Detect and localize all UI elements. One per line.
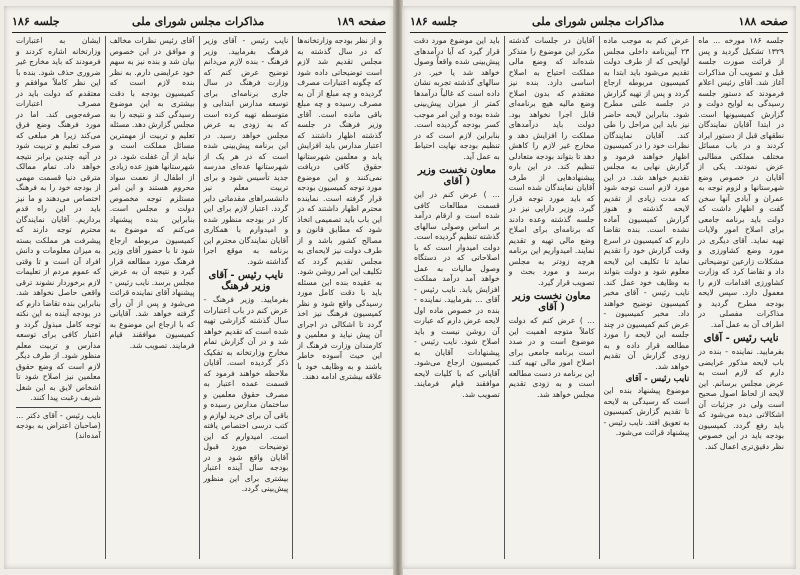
left-page: [4, 6, 394, 569]
right-header-rule: [410, 32, 788, 33]
right-page-title: مذاکرات مجلس شورای ملی: [532, 14, 665, 28]
left-column-4: [12, 36, 105, 559]
column-text: نایب رئیس - آقای وزیر فرهنگ بفرمایید. وزیر فرهنگ - بنده لازم می‌دانم توضیح عرض کنم که وزارت فرهنگ در سال جاری برنامه‌ای برای توسعه مدارس ابتدایی و متوسطه تهیه کرده است که به زودی به عرض مجلس خواهد رسید. در این برنامه پیش‌بینی شده است که در هر یک از شهرستانها عده‌ای مدرسه جدید تأسیس شود و برای تربیت معلم نیز دانشسراهای مقدماتی دایر گردد. اعتبار لازم برای این کار در بودجه منظور شده و امیدوارم با همکاری آقایان نمایندگان محترم این برنامه به موقع اجرا گذاشته شود.: [203, 36, 289, 266]
right-page-header: [410, 12, 788, 30]
right-columns: [410, 36, 788, 559]
column-subhead: معاون نخست وزیر ( آقای: [512, 291, 591, 313]
left-page-label: صفحه ۱۸۹: [336, 14, 386, 28]
left-column-1: [292, 36, 386, 559]
column-text-continued: موضوع پیشنهاد بنده این است که رسیدگی به لایحه تا تقدیم گزارش کمیسیون به تعویق افتد. نایب رئیس - پیشنهاد قرائت می‌شود.: [603, 386, 690, 437]
right-page-label: صفحه ۱۸۸: [738, 14, 788, 28]
divider: [16, 407, 101, 408]
column-text: و از نظر بودجه وزارتخانه‌ها که در سال گذشته به مجلس تقدیم شد لازم است توضیحاتی داده شود که چگونه اعتبارات مصرف گردیده و چه مبلغ از آن به مصرف رسیده و چه مبلغ باقی مانده است. آقای وزیر فرهنگ در جلسه گذشته اظهار داشتند که اعتبار مدارس باید افزایش یابد و معلمین شهرستانها حقوق کافی دریافت نمی‌کنند و این موضوع مورد توجه کمیسیون بودجه قرار گرفته است. نماینده محترم اظهار داشتند که در این باب باید تصمیمی اتخاذ شود که مطابق قانون و مصالح کشور باشد و از طرف دولت نیز لایحه‌ای به مجلس تقدیم گردد که تکلیف این امر روشن شود. به عقیده بنده این مسئله باید با دقت کامل مورد رسیدگی واقع شود و نظر کمیسیون فرهنگ نیز اخذ گردد تا اشکالی در اجرای آن پیش نیاید و معلمین و کارمندان وزارت فرهنگ از این حیث آسوده خاطر باشند و به وظایف خود با علاقه بیشتری ادامه دهند.: [297, 36, 382, 381]
right-column-1: [693, 36, 788, 559]
column-text: آقایان در جلسات گذشته مکرر این موضوع را متذکر شده‌اند که وضع مالی مملکت احتیاج به اصلاح اساسی دارد. بنده نیز معتقدم که بدون اصلاح وضع مالیه هیچ برنامه‌ای قابل اجرا نخواهد بود. دولت باید درآمدهای مملکت را افزایش دهد و مخارج غیر لازم را کاهش دهد تا بتواند بودجه متعادلی تنظیم کند. در این باره پیشنهادهایی از طرف آقایان نمایندگان شده است که باید مورد توجه قرار گیرد. وزیر دارایی نیز در جلسه گذشته وعده دادند که برنامه‌ای برای اصلاح وضع مالی تهیه و تقدیم نمایند. امیدواریم این برنامه هرچه زودتر به مجلس برسد و مورد بحث و تصویب قرار گیرد.: [508, 36, 595, 287]
right-column-3: [504, 36, 599, 559]
column-text-continued: ... ) عرض کنم در این قسمت مطالعات کافی شده است و ارقام درآمد بر اساس وصولی سالهای گذشته تنظیم گردیده است. دولت امیدوار است که با اصلاحاتی که در دستگاه وصول مالیات به عمل خواهد آمد درآمد مملکت افزایش یابد. نایب رئیس - آقای ... بفرمایید. نماینده - بنده در خصوص ماده اول لایحه عرض دارم که عبارت آن روشن نیست و باید اصلاح شود. نایب رئیس - پیشنهادات آقایان به کمیسیون ارجاع می‌شود. آقایانی که با کلیات لایحه موافقند قیام فرمایند. تصویب شد.: [414, 190, 500, 399]
column-text: ایشان به اعتبارات وزارتخانه اشاره کردند و فرمودند که باید مخارج غیر ضروری حذف شود. بنده با این نظر کاملاً موافقم و معتقدم که دولت باید در مصرف اعتبارات صرفه‌جویی کند. اما در مورد فرهنگ وضع فرق می‌کند زیرا هر مبلغی که صرف تعلیم و تربیت شود در آتیه چندین برابر نتیجه خواهد داد. تمام ممالک مترقی دنیا قسمت مهمی از بودجه خود را به فرهنگ اختصاص می‌دهند و ما نیز باید در این راه قدم برداریم. آقایان نمایندگان محترم توجه دارند که پیشرفت هر مملکت بسته به میزان معلومات و دانش افراد آن است و تا وقتی که عموم مردم از تعلیمات لازم برخوردار نشوند ترقی واقعی حاصل نخواهد شد. بنابراین بنده تقاضا دارم که در بودجه آینده به این نکته توجه کامل مبذول گردد و اعتبار کافی برای توسعه مدارس و تربیت معلم منظور شود. از طرف دیگر لازم است که وضع حقوق معلمین نیز اصلاح شود تا اشخاص لایق به این شغل شریف رغبت پیدا کنند.: [16, 36, 101, 402]
right-page-session: جلسه ۱۸۶: [410, 14, 458, 28]
column-text-continued: ... ) عرض کنم که دولت کاملاً متوجه اهمیت این موضوع است و در صدد است برنامه جامعی برای اصلاح امور مالی تهیه کند. این برنامه در دست مطالعه است و به زودی تقدیم مجلس خواهد شد.: [508, 316, 595, 399]
column-signature: نایب رئیس - آقای: [625, 374, 690, 384]
column-text: باید این موضوع مورد دقت قرار گیرد که آیا درآمدهای پیش‌بینی شده واقعاً وصول خواهد شد یا خیر. در سالهای گذشته تجربه نشان داده است که غالباً درآمدها کمتر از میزان پیش‌بینی شده بوده و این امر موجب کسر بودجه گردیده است. بنابراین لازم است که در تنظیم بودجه نهایت احتیاط به عمل آید.: [414, 36, 500, 161]
column-text-continued: بفرمایید. نماینده - بنده در باب لایحه مذکور عرایضی دارم که لازم است به عرض مجلس برسانم. این لایحه از لحاظ اصول صحیح است ولی در جزئیات آن اشکالاتی دیده می‌شود که باید رفع گردد. کمیسیون بودجه باید در این خصوص نظر دقیق‌تری اعمال کند.: [698, 347, 784, 451]
column-text: عرض کنم به موجب ماده ۲۳ آیین‌نامه داخلی مجلس لوایحی که از طرف دولت تقدیم می‌شود باید ابتدا به کمیسیون مربوطه ارجاع گردد و پس از تهیه گزارش در جلسه علنی مطرح شود. بنابراین لایحه حاضر نیز باید این مراحل را طی کند. آقایان نمایندگان نظرات خود را در کمیسیون اظهار خواهند فرمود و گزارش نهایی به مجلس تقدیم خواهد شد. در این مورد لازم است توجه شود که مدت زیادی از تقدیم لایحه گذشته و هنوز گزارش کمیسیون آماده نشده است. بنده تقاضا دارم که کمیسیون در اسرع وقت گزارش خود را تقدیم نماید تا تکلیف این لایحه معلوم شود و دولت بتواند به وظایف خود عمل کند. نایب رئیس - آقای مخبر کمیسیون توضیح خواهند داد. مخبر کمیسیون - عرض کنم کمیسیون در چند جلسه این لایحه را مورد مطالعه قرار داده و به زودی گزارش آن تقدیم خواهد شد.: [603, 36, 690, 371]
left-page-session: جلسه ۱۸۶: [12, 14, 60, 28]
right-page: [402, 6, 796, 569]
right-column-2: [599, 36, 694, 559]
left-page-header: [12, 12, 386, 30]
left-column-2: [199, 36, 293, 559]
right-column-4: [410, 36, 504, 559]
left-header-rule: [12, 32, 386, 33]
column-text-continued: بفرمایید. وزیر فرهنگ - عرض کنم در باب اعتبارات سال گذشته گزارشی تهیه شده است که تقدیم خواهد شد و در آن گزارش تمام مخارج وزارتخانه به تفکیک ذکر گردیده است. آقایان ملاحظه خواهند فرمود که قسمت عمده اعتبار به مصرف حقوق معلمین و ساختمان مدارس رسیده و باقی آن برای خرید لوازم و کتب درسی اختصاص یافته است. امیدوارم که این توضیحات مورد قبول آقایان واقع شود و در بودجه سال آینده اعتبار بیشتری برای این منظور پیش‌بینی گردد.: [203, 295, 289, 493]
left-columns: [12, 36, 386, 559]
column-text: آقای رئیس نظرات مخالف و موافق در این خصوص بیان شد و بنده نیز به سهم خود عرایضی دارم. به نظر بنده لازم است که کمیسیون بودجه با دقت بیشتری به این موضوع رسیدگی کند و نتیجه را به مجلس گزارش دهد. مسئله تعلیم و تربیت از مهمترین مسائل مملکت است و نباید از آن غفلت شود. در شهرستانها هنوز عده زیادی از اطفال از نعمت سواد محروم هستند و این امر مستلزم توجه مخصوص دولت و مجلس است. بنابراین بنده پیشنهاد می‌کنم که موضوع به کمیسیون مربوطه ارجاع شود تا با حضور آقای وزیر فرهنگ مورد مطالعه قرار گیرد و نتیجه آن به عرض مجلس برسد. نایب رئیس - پیشنهاد آقای نماینده قرائت می‌شود و پس از آن رأی گرفته خواهد شد. آقایانی که با ارجاع این موضوع به کمیسیون موافقند قیام فرمایند. تصویب شد.: [109, 36, 195, 350]
footer-note: نایب رئیس - آقای دکتر ... (صاحبان اعتراض به بودجه آمده‌اند): [16, 410, 101, 440]
column-text: جلسه ۱۸۶ مورخه ... ماه ۱۳۲۹ تشکیل گردید و پس از قرائت صورت جلسه قبل و تصویب آن مذاکرات آغاز شد. آقای رئیس اعلام فرمودند که دستور جلسه رسیدگی به لوایح دولت و گزارش کمیسیونها است. در ابتدا آقایان نمایندگان نطقهای قبل از دستور ایراد کردند و در باب مسائل مختلف مملکتی مطالبی عرض نمودند. یکی از آقایان در خصوص وضع شهرستانها و لزوم توجه به عمران و آبادی آنها سخن گفت و اظهار داشت که دولت باید برنامه جامعی برای اصلاح امور ولایات تهیه نماید. آقای دیگری در مورد وضع کشاورزی و مشکلات زارعین توضیحاتی داد و تقاضا کرد که وزارت کشاورزی اقدامات لازم را معمول دارد. سپس لایحه بودجه مطرح گردید و مذاکرات مفصلی در اطراف آن به عمل آمد.: [698, 36, 784, 329]
column-subhead: نایب رئیس - آقای وزیر فرهنگ: [208, 270, 284, 292]
column-subhead: معاون نخست وزیر ( آقای: [417, 165, 497, 187]
left-column-3: [105, 36, 199, 559]
column-subhead: نایب رئیس - آقای: [703, 333, 779, 344]
left-page-title: مذاکرات مجلس شورای ملی: [132, 14, 265, 28]
